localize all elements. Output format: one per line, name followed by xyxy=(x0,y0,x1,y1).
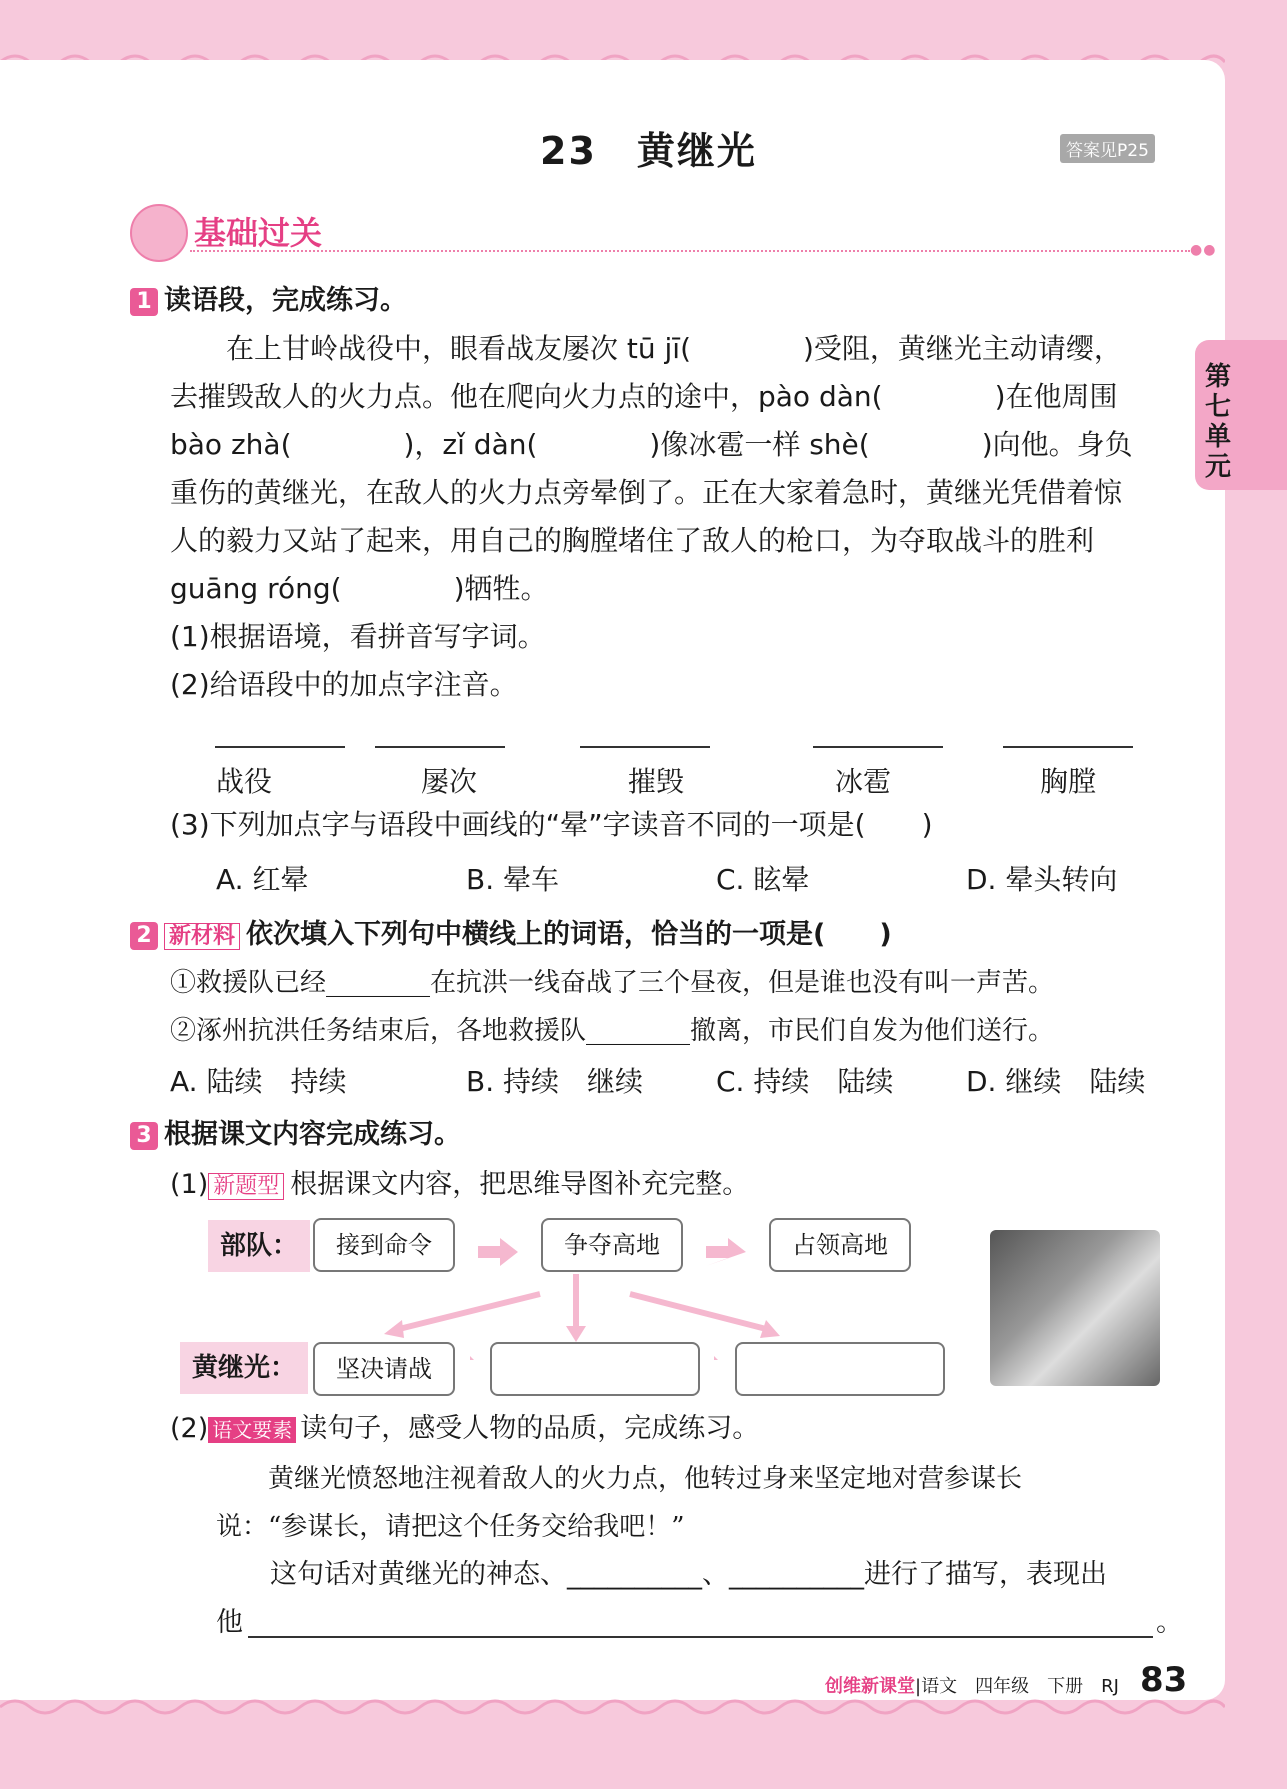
option-c[interactable]: C. 持续 陆续 xyxy=(716,1065,894,1098)
footer-info: |语文 四年级 下册 RJ xyxy=(915,1676,1119,1697)
passage-line: 重伤的黄继光，在敌人的火力点旁晕倒了。正在大家着急时，黄继光凭借着惊 xyxy=(170,476,1123,509)
option-a[interactable]: A. 陆续 持续 xyxy=(170,1065,347,1098)
answer-blank[interactable] xyxy=(248,1636,1153,1638)
army-label: 部队： xyxy=(208,1220,310,1272)
right-arrow-icon xyxy=(478,1238,518,1266)
sentence-1: ①救援队已经________在抗洪一线奋战了三个昼夜，但是谁也没有叫一声苦。 xyxy=(170,968,1055,998)
sub-question: (1)根据语境，看拼音写字词。 xyxy=(170,620,546,653)
question-number-badge: 1 xyxy=(130,288,158,316)
option-d[interactable]: D. 晕头转向 xyxy=(966,863,1118,896)
passage-line: 去摧毁敌人的火力点。他在爬向火力点的途中，pào dàn( )在他周围 xyxy=(170,380,1118,413)
passage-line: 在上甘岭战役中，眼看战友屡次 tū jī( )受阻，黄继光主动请缨， xyxy=(170,332,1122,365)
sub-question-text: 读句子，感受人物的品质，完成练习。 xyxy=(300,1413,760,1444)
answer-reference-badge: 答案见P25 xyxy=(1060,134,1155,163)
language-element-tag: 语文要素 xyxy=(208,1417,296,1443)
option-b[interactable]: B. 晕车 xyxy=(466,863,560,896)
sub-prefix: (1) xyxy=(170,1169,209,1200)
dots-decoration-icon: ●● xyxy=(1190,242,1217,258)
mascot-icon xyxy=(130,204,188,262)
arrow-head-icon xyxy=(566,1326,586,1342)
arrow-line xyxy=(630,1294,770,1330)
sub-question: (2)给语段中的加点字注音。 xyxy=(170,668,518,701)
option-b[interactable]: B. 持续 继续 xyxy=(466,1065,644,1098)
right-arrow-icon xyxy=(454,1356,482,1360)
sub-question-3: (3)下列加点字与语段中画线的“晕”字读音不同的一项是( ) xyxy=(170,808,933,841)
question-3-text: 根据课文内容完成练习。 xyxy=(164,1119,461,1150)
question-1-text: 读语段，完成练习。 xyxy=(164,285,407,316)
pinyin-answer-blank[interactable] xyxy=(580,746,710,748)
arrow-head-icon xyxy=(384,1320,404,1338)
question-2-text: 依次填入下列句中横线上的词语，恰当的一项是( ) xyxy=(246,919,892,950)
passage-line: 人的毅力又站了起来，用自己的胸膛堵住了敌人的枪口，为夺取战斗的胜利 xyxy=(170,524,1095,557)
sub-question-2 xyxy=(170,1412,759,1447)
unit-side-tab-label: 第七单元 xyxy=(1204,362,1231,482)
sub-question-text: 根据课文内容，把思维导图补充完整。 xyxy=(290,1169,750,1200)
dotted-word: 战役 xyxy=(216,765,273,798)
section-title: 基础过关 xyxy=(194,214,323,252)
bottom-wave-border xyxy=(0,1695,1225,1719)
question-number-badge: 3 xyxy=(130,1122,158,1150)
task-line-end: 。 xyxy=(1156,1607,1183,1638)
new-type-tag: 新题型 xyxy=(208,1173,284,1200)
option-d[interactable]: D. 继续 陆续 xyxy=(966,1065,1146,1098)
arrow-head-icon xyxy=(760,1320,780,1338)
pinyin-answer-blank[interactable] xyxy=(215,746,345,748)
sub-prefix: (2) xyxy=(170,1413,209,1444)
dotted-word: 摧毁 xyxy=(628,765,685,798)
dotted-word: 冰雹 xyxy=(835,765,892,798)
mindmap-box: 争夺高地 xyxy=(541,1218,683,1272)
mindmap-answer-box[interactable] xyxy=(735,1342,945,1396)
page-number: 83 xyxy=(1140,1660,1188,1700)
mindmap-box: 占领高地 xyxy=(769,1218,911,1272)
new-material-tag: 新材料 xyxy=(164,923,240,950)
passage-line: bào zhà( )，zǐ dàn( )像冰雹一样 shè( )向他。身负 xyxy=(170,428,1133,461)
passage-line: guāng róng( )牺牲。 xyxy=(170,572,549,605)
right-arrow-icon xyxy=(698,1356,726,1360)
question-1-title xyxy=(130,284,407,318)
mindmap-answer-box[interactable] xyxy=(490,1342,700,1396)
question-2-title xyxy=(130,918,892,954)
option-c[interactable]: C. 眩晕 xyxy=(716,863,810,896)
option-a[interactable]: A. 红晕 xyxy=(216,863,309,896)
task-line: 这句话对黄继光的神态、__________、__________进行了描写，表现出 xyxy=(216,1559,1107,1590)
arrow-line xyxy=(395,1294,540,1330)
mindmap-arrows xyxy=(300,1230,1000,1360)
pinyin-answer-blank[interactable] xyxy=(1003,746,1133,748)
sentence-2: ②涿州抗洪任务结束后，各地救援队________撤离，市民们自发为他们送行。 xyxy=(170,1016,1055,1046)
dotted-word: 屡次 xyxy=(421,765,478,798)
section-divider xyxy=(190,250,1190,252)
right-arrow-icon xyxy=(706,1238,746,1266)
task-line-start: 他 xyxy=(216,1607,243,1638)
huang-jiguang-illustration xyxy=(990,1230,1160,1386)
huang-label: 黄继光： xyxy=(180,1342,308,1394)
question-3-title xyxy=(130,1118,461,1152)
lesson-title: 23 黄继光 xyxy=(540,129,757,173)
quote-line: 黄继光愤怒地注视着敌人的火力点，他转过身来坚定地对营参谋长 xyxy=(216,1464,1023,1494)
sub-question-1 xyxy=(170,1168,749,1204)
pinyin-answer-blank[interactable] xyxy=(813,746,943,748)
question-1-passage xyxy=(170,325,1170,709)
quote-line: 说：“参谋长，请把这个任务交给我吧！” xyxy=(216,1512,685,1542)
section-header xyxy=(130,200,1217,260)
mindmap-box: 坚决请战 xyxy=(313,1342,455,1396)
footer-brand: 创维新课堂 xyxy=(825,1676,915,1697)
question-number-badge: 2 xyxy=(130,922,158,950)
pinyin-answer-blank[interactable] xyxy=(375,746,505,748)
mindmap-box: 接到命令 xyxy=(313,1218,455,1272)
dotted-word: 胸膛 xyxy=(1040,765,1097,798)
footer xyxy=(825,1672,1119,1698)
